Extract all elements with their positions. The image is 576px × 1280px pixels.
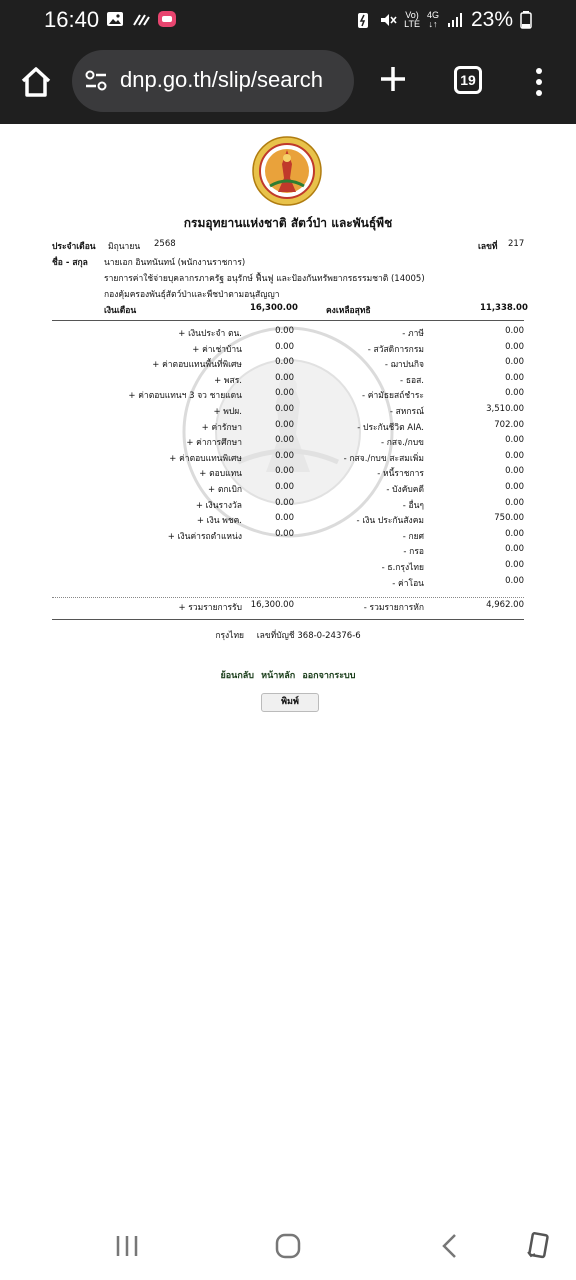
deduction-label: - ค่ามัธยสถ์ชำระ — [361, 391, 424, 402]
deduction-label: - ฌาปนกิจ — [384, 360, 424, 371]
slip-item-row — [52, 420, 524, 436]
new-tab-icon[interactable] — [378, 64, 408, 94]
deduction-amount: 702.00 — [494, 419, 524, 430]
deduction-amount: 0.00 — [505, 482, 524, 492]
income-label: + พปผ. — [213, 407, 242, 417]
slip-item-row — [52, 404, 524, 420]
deduction-amount: 0.00 — [505, 388, 524, 399]
footer-divider — [52, 619, 524, 620]
income-label: + ค่าการศึกษา — [186, 438, 242, 449]
department-logo — [252, 136, 322, 206]
status-time: 16:40 — [44, 7, 100, 32]
slip-item-row — [52, 544, 524, 560]
division-line: กองคุ้มครองพันธุ์สัตว์ป่าและพืชป่าตามอนุสัญญา — [104, 290, 280, 300]
slip-item-row — [52, 373, 524, 389]
deduction-label: - กสจ./กบข สะสมเพิ่ม — [343, 453, 424, 464]
totals-row — [52, 600, 524, 616]
signal-icon — [446, 11, 464, 29]
income-label: + ค่าตอบแทนพื้นที่พิเศษ — [152, 360, 242, 371]
battery-percent: 23% — [470, 8, 513, 31]
income-amount: 0.00 — [275, 528, 294, 539]
home-link[interactable]: หน้าหลัก — [261, 671, 296, 681]
bank-name: กรุงไทย — [215, 631, 245, 641]
income-label: + ตอบแทน — [199, 469, 242, 480]
income-amount: 0.00 — [275, 341, 294, 352]
income-label: + เงินประจำ ตน. — [178, 329, 242, 339]
year-value: 2568 — [154, 239, 176, 249]
print-button[interactable]: พิมพ์ — [261, 693, 319, 712]
deduction-label: - ธอส. — [400, 375, 424, 386]
account-number: เลขที่บัญชี 368-0-24376-6 — [256, 631, 361, 641]
payslip-page — [0, 124, 576, 1224]
deduction-label: - ธ.กรุงไทย — [381, 563, 424, 573]
header-divider — [52, 320, 524, 321]
slip-item-row — [52, 576, 524, 592]
income-amount: 0.00 — [275, 388, 294, 399]
slip-item-row — [52, 498, 524, 514]
slip-item-row — [52, 529, 524, 545]
slip-item-row — [52, 388, 524, 404]
deduction-label: - ค่าโอน — [392, 578, 424, 589]
deduction-label: - เงิน ประกันสังคม — [356, 516, 424, 527]
deduction-amount: 0.00 — [505, 450, 524, 461]
data-saver-icon — [132, 10, 150, 28]
deduction-label: - สหกรณ์ — [389, 407, 424, 417]
browser-toolbar — [0, 40, 576, 124]
volte-indicator: Vo) LTE — [404, 10, 420, 29]
net-label: คงเหลือสุทธิ — [326, 306, 371, 316]
slip-number-value: 217 — [508, 239, 525, 249]
slip-item-row — [52, 342, 524, 358]
income-label: + พสร. — [214, 375, 242, 386]
slip-item-row — [52, 513, 524, 529]
deduction-label: - กยศ — [402, 531, 424, 542]
status-bar — [0, 0, 576, 40]
deduction-amount: 0.00 — [505, 560, 524, 570]
deduction-amount: 0.00 — [505, 435, 524, 446]
income-label: + เงินรางวัล — [195, 500, 242, 511]
deduction-amount: 0.00 — [505, 341, 524, 352]
deduction-label: - กสจ./กบข — [380, 438, 424, 449]
income-label: + ค่ารักษา — [201, 422, 242, 433]
income-amount: 0.00 — [275, 419, 294, 430]
logout-link[interactable]: ออกจากระบบ — [302, 671, 356, 681]
back-link[interactable]: ย้อนกลับ — [220, 671, 255, 681]
deduction-label: - ภาษี — [402, 329, 424, 339]
total-income-value: 16,300.00 — [250, 600, 294, 610]
income-amount: 0.00 — [275, 326, 294, 336]
deduction-amount: 0.00 — [505, 372, 524, 383]
total-deduction-value: 4,962.00 — [486, 600, 524, 610]
income-label: + ค่าตอบแทนฯ 3 จว ชายแดน — [128, 391, 242, 402]
more-menu-icon[interactable] — [528, 66, 550, 98]
income-label: + ตกเบิก — [208, 485, 242, 495]
url-text[interactable]: dnp.go.th/slip/search — [120, 67, 324, 92]
site-settings-icon[interactable] — [84, 70, 108, 92]
deduction-label: - หนี้ราชการ — [377, 469, 424, 480]
home-icon[interactable] — [18, 64, 54, 100]
deduction-amount: 0.00 — [505, 544, 524, 555]
bank-info — [0, 628, 576, 642]
month-value: มิถุนายน — [108, 242, 141, 252]
income-amount: 0.00 — [275, 404, 294, 414]
gallery-icon — [106, 10, 124, 28]
deduction-amount: 750.00 — [494, 513, 524, 524]
income-amount: 0.00 — [275, 497, 294, 508]
slip-item-row — [52, 451, 524, 467]
salary-label: เงินเดือน — [104, 306, 137, 316]
income-label: + เงินค่ารถตำแหน่ง — [167, 531, 242, 542]
income-amount: 0.00 — [275, 466, 294, 477]
slip-item-row — [52, 482, 524, 498]
app-notification-icon — [158, 10, 176, 28]
deduction-amount: 0.00 — [505, 528, 524, 539]
system-nav-bar — [0, 1224, 576, 1280]
deduction-amount: 0.00 — [505, 357, 524, 368]
month-label: ประจำเดือน — [52, 242, 96, 252]
network-type-indicator: 4G ↓↑ — [426, 10, 439, 29]
total-income-label: + รวมรายการรับ — [178, 603, 242, 613]
deduction-label: - อื่นๆ — [402, 500, 424, 511]
income-amount: 0.00 — [275, 357, 294, 368]
battery-saver-icon — [354, 11, 372, 29]
net-value: 11,338.00 — [480, 303, 528, 313]
deduction-amount: 0.00 — [505, 497, 524, 508]
nav-home-icon[interactable] — [275, 1233, 301, 1259]
income-label: + เงิน พชค. — [196, 516, 242, 527]
deduction-label: - กรอ — [403, 547, 424, 558]
income-amount: 0.00 — [275, 482, 294, 492]
recent-apps-icon[interactable] — [114, 1234, 140, 1258]
income-label: + ค่าเช่าบ้าน — [192, 344, 242, 355]
rotate-screen-icon[interactable] — [526, 1230, 550, 1260]
deduction-label: - ประกันชีวิต AIA. — [357, 422, 424, 433]
income-amount: 0.00 — [275, 513, 294, 524]
name-label: ชื่อ - สกุล — [52, 258, 88, 268]
deduction-amount: 0.00 — [505, 466, 524, 477]
income-amount: 0.00 — [275, 450, 294, 461]
employee-name: นายเอก อินทนันทน์ (พนักงานราชการ) — [104, 258, 246, 268]
org-title: กรมอุทยานแห่งชาติ สัตว์ป่า และพันธุ์พืช — [183, 216, 393, 230]
slip-item-row — [52, 326, 524, 342]
address-bar[interactable] — [72, 50, 354, 112]
deduction-amount: 0.00 — [505, 326, 524, 336]
tab-switcher-button[interactable]: 19 — [454, 66, 482, 94]
nav-back-icon[interactable] — [440, 1233, 460, 1259]
slip-item-row — [52, 435, 524, 451]
deduction-label: - บังคับคดี — [386, 485, 424, 495]
income-amount: 0.00 — [275, 372, 294, 383]
slip-item-row — [52, 466, 524, 482]
deduction-amount: 3,510.00 — [486, 404, 524, 414]
mute-icon — [379, 11, 397, 29]
deduction-label: - สวัสดิการกรม — [367, 344, 424, 355]
salary-value: 16,300.00 — [250, 303, 298, 313]
income-label: + ค่าตอบแทนพิเศษ — [169, 453, 242, 464]
slip-item-row — [52, 560, 524, 576]
project-line: รายการค่าใช้จ่ายบุคลากรภาครัฐ อนุรักษ์ ฟื้นฟู และป้องกันทรัพยากรธรรมชาติ (14005) — [104, 274, 425, 284]
income-amount: 0.00 — [275, 435, 294, 446]
totals-divider — [52, 597, 524, 598]
total-deduction-label: - รวมรายการหัก — [363, 603, 424, 613]
slip-number-label: เลขที่ — [478, 242, 498, 252]
nav-links — [0, 668, 576, 682]
deduction-amount: 0.00 — [505, 575, 524, 586]
slip-item-row — [52, 357, 524, 373]
battery-icon — [520, 11, 532, 29]
